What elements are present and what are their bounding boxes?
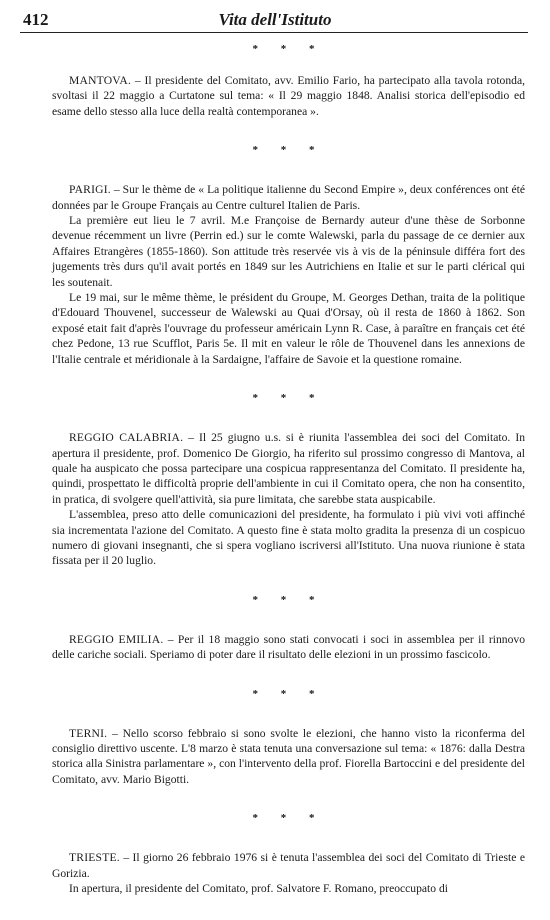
- paragraph-text: – Il giorno 26 febbraio 1976 si è tenuta l'assemblea dei soci del Comitato di Trieste e Gorizia.: [52, 851, 525, 880]
- section-place: REGGIO CALABRIA.: [69, 431, 184, 445]
- section-place: PARIGI.: [69, 183, 111, 197]
- section-terni: [52, 726, 525, 788]
- section-trieste: [52, 850, 525, 896]
- paragraph-text: – Il 25 giugno u.s. si è riunita l'assemblea dei soci del Comitato. In apertura il presidente, prof. Domenico De Giorgio, ha riferito sul prossimo congresso di Mantova, al quale ha auspicato che possa partecipare una cospicua rappresentanza del Comitato. Il presidente ha, quindi, prospettato le difficoltà proprie dell'ambiente in cui il Comitato opera, che non ha consentito, in pratica, di svolgere quell'attività, sia pure limitata, che sarebbe stata auspicabile.: [52, 431, 525, 506]
- section-paragraph: [52, 73, 525, 119]
- section-reggio-emilia: [52, 632, 525, 663]
- section-mantova: [52, 73, 525, 119]
- paragraph-text: – Il presidente del Comitato, avv. Emilio Fario, ha partecipato alla tavola rotonda, svoltasi il 22 maggio a Curtatone sul tema: « Il 29 maggio 1848. Analisi storica dell'episodio ed esame dello stesso alla luce della realtà contemporanea ».: [52, 74, 525, 118]
- section-paragraph: [52, 430, 525, 507]
- section-paragraph: Le 19 mai, sur le même thème, le président du Groupe, M. Georges Dethan, traita de la politique d'Edouard Thouvenel, successeur de Walewski au Quai d'Orsay, où il resta de 1860 à 1862. Son exposé etait fait d'après l'ouvrage du professeur américain Lynn R. Case, à paraître en français cet été chez Pedone, 13 rue Scufflot, Paris 5e. Il mit en valeur le rôle de Thouvenel dans les annexions de l'Italie centrale et méridionale à la Sardaigne, l'affaire de Savoie et la questione romaine.: [52, 291, 525, 366]
- section-paragraph: In apertura, il presidente del Comitato, prof. Salvatore F. Romano, preoccupato di: [69, 882, 448, 895]
- page-header: [0, 10, 550, 32]
- section-paragraph: [52, 850, 525, 881]
- paragraph-text: – Per il 18 maggio sono stati convocati i soci in assemblea per il rinnovo delle cariche sociali. Speriamo di poter dare il risultato delle elezioni in un prossimo fascicolo.: [52, 632, 525, 662]
- section-paragraph: [52, 726, 525, 788]
- page-content: [52, 40, 525, 920]
- section-place: REGGIO EMILIA.: [69, 632, 164, 646]
- section-place: TERNI.: [69, 726, 108, 740]
- section-paragraph: [52, 182, 525, 213]
- section-separator: * * *: [252, 392, 325, 405]
- section-place: MANTOVA.: [69, 74, 132, 87]
- running-title: Vita dell'Istituto: [218, 10, 332, 29]
- section-paragraph: [52, 632, 525, 663]
- section-paragraph: La première eut lieu le 7 avril. M.e Françoise de Bernardy auteur d'une thèse de Sorbonne devenue récemment un livre (Perrin ed.) sur le comte Walewski, parla du passage de ce dernier aux Affaires Etrangères (1855-1860). Son attitude très reservée vis à vis de la péninsule différa fort des jugements très durs qu'il avait portés en 1849 sur les Autrichiens en Italie et sur le parti clérical qui les soutenait.: [52, 214, 525, 289]
- section-parigi: [52, 182, 525, 367]
- paragraph-text: – Nello scorso febbraio si sono svolte le elezioni, che hanno visto la riconferma del consiglio direttivo uscente. L'8 marzo è stata tenuta una conversazione sul tema: « 1876: dalla Destra storica alla Sinistra parlamentare », con l'intervento della prof. Fiorella Bartoccini e del presidente del Comitato, avv. Mario Bigotti.: [52, 726, 525, 786]
- paragraph-text: – Sur le thème de « La politique italienne du Second Empire », deux conférences ont été données par le Groupe Français au Centre culturel Italien de Paris.: [52, 183, 525, 212]
- section-reggio-calabria: [52, 430, 525, 569]
- header-rule: [20, 32, 528, 33]
- section-separator: * * *: [252, 687, 325, 700]
- section-separator: * * *: [252, 593, 325, 606]
- section-separator: * * *: [252, 812, 325, 825]
- section-paragraph: L'assemblea, preso atto delle comunicazioni del presidente, ha formulato i più vivi voti affinché sia incrementata l'azione del Comitato. A questo fine è stata molto gradita la presenza di un cospicuo numero di giovani insegnanti, che si spera vogliano iscriversi all'Istituto. Una nuova riunione è stata fissata per il 20 luglio.: [52, 508, 525, 568]
- page-number: 412: [23, 10, 49, 29]
- section-place: TRIESTE.: [69, 851, 120, 865]
- section-separator: * * *: [252, 144, 325, 157]
- section-separator: * * *: [252, 43, 325, 55]
